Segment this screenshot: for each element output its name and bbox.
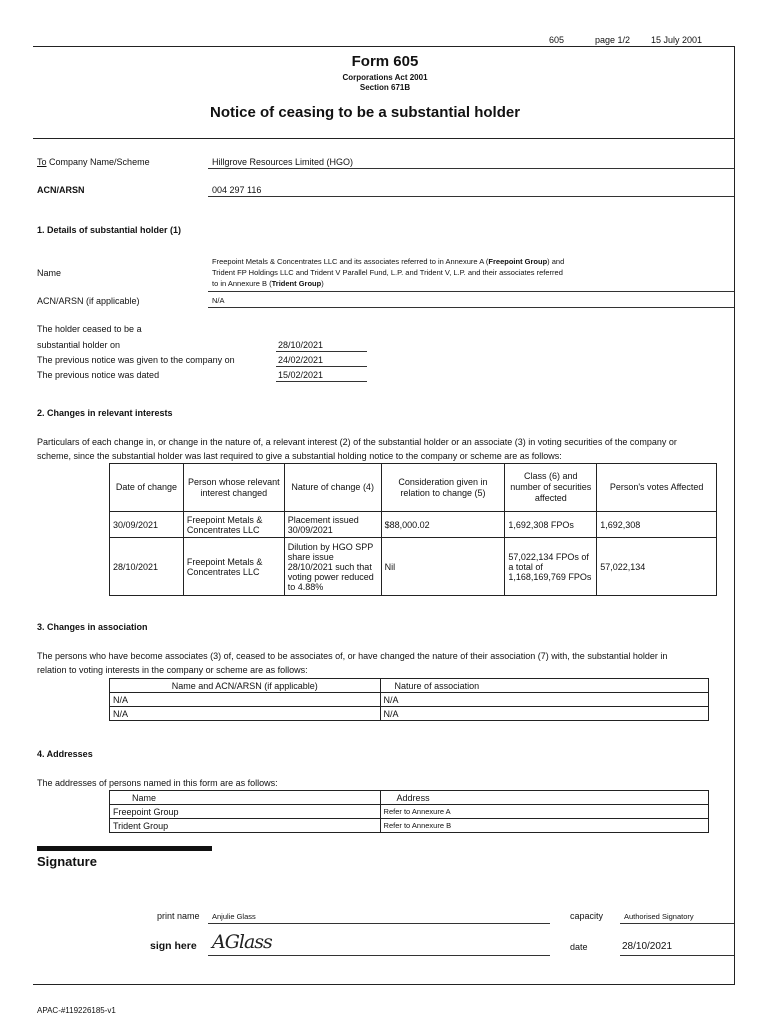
capacity-value: Authorised Signatory bbox=[624, 912, 694, 921]
signature-date: 28/10/2021 bbox=[622, 941, 673, 952]
to-prefix: To bbox=[37, 157, 47, 167]
handwritten-signature: AGlass bbox=[212, 931, 272, 953]
cell-consideration: Nil bbox=[381, 538, 505, 596]
right-border bbox=[734, 46, 735, 984]
title-rule bbox=[33, 138, 734, 139]
form-number: 605 bbox=[549, 35, 565, 45]
section1-heading: 1. Details of substantial holder (1) bbox=[37, 225, 182, 235]
trident-group-term: Trident Group bbox=[271, 279, 322, 288]
holder-name-line3-end: ) bbox=[321, 279, 324, 288]
table-row bbox=[110, 538, 717, 596]
cell-class: 57,022,134 FPOs of a total of 1,168,169,769 FPOs bbox=[505, 538, 597, 596]
print-name-value: Anjulie Glass bbox=[212, 912, 256, 921]
cell-date: 28/10/2021 bbox=[110, 538, 184, 596]
acn-underline bbox=[208, 196, 734, 197]
section2-intro-line1: Particulars of each change in, or change in the nature of, a relevant interest (2) of the substantial holder or an associate (3) in voting securities of the company or bbox=[37, 437, 677, 447]
table-row bbox=[110, 693, 709, 707]
col-person: Person whose relevant interest changed bbox=[183, 464, 284, 512]
section3-heading: 3. Changes in association bbox=[37, 622, 148, 632]
company-name-label: Company Name/Scheme bbox=[49, 157, 150, 167]
acn-label: ACN/ARSN bbox=[37, 185, 85, 195]
bottom-rule bbox=[33, 984, 735, 985]
cell-name: N/A bbox=[110, 693, 381, 707]
acn-value: 004 297 116 bbox=[212, 185, 262, 195]
prev-dated-date: 15/02/2021 bbox=[278, 370, 324, 380]
form-title: Form 605 bbox=[351, 53, 419, 70]
prev-given-underline bbox=[276, 366, 367, 367]
ceased-label-line1: The holder ceased to be a bbox=[37, 324, 142, 334]
col-date: Date of change bbox=[110, 464, 184, 512]
name-label: Name bbox=[37, 268, 62, 278]
acn-applicable-underline bbox=[208, 307, 734, 308]
sign-here-label: sign here bbox=[150, 940, 197, 952]
ceased-label-line2: substantial holder on bbox=[37, 340, 121, 350]
name-underline bbox=[208, 291, 734, 292]
col-nature-association: Nature of association bbox=[380, 679, 708, 693]
section2-heading: 2. Changes in relevant interests bbox=[37, 408, 173, 418]
cell-votes: 57,022,134 bbox=[597, 538, 717, 596]
act-line: Corporations Act 2001 bbox=[342, 73, 428, 82]
cell-date: 30/09/2021 bbox=[110, 512, 184, 538]
changes-table bbox=[109, 463, 717, 596]
signature-heading: Signature bbox=[37, 854, 97, 869]
table-row bbox=[110, 805, 709, 819]
cell-person: Freepoint Metals & Concentrates LLC bbox=[183, 538, 284, 596]
date-underline bbox=[620, 955, 734, 956]
holder-name-text: Freepoint Metals & Concentrates LLC and its associates referred to in Annexure A ( bbox=[212, 257, 489, 266]
ceased-date-underline bbox=[276, 351, 367, 352]
table-row bbox=[110, 819, 709, 833]
prev-dated-label: The previous notice was dated bbox=[37, 370, 160, 380]
cell-consideration: $88,000.02 bbox=[381, 512, 505, 538]
table-row bbox=[110, 512, 717, 538]
cell-association: N/A bbox=[380, 707, 708, 721]
ceased-date: 28/10/2021 bbox=[278, 340, 324, 350]
holder-name-text-end: ) and bbox=[547, 257, 565, 266]
capacity-label: capacity bbox=[570, 911, 604, 921]
page-number: page 1/2 bbox=[595, 35, 631, 45]
header-date: 15 July 2001 bbox=[651, 35, 703, 45]
header-rule bbox=[33, 46, 734, 47]
cell-nature: Dilution by HGO SPP share issue 28/10/2021 such that voting power reduced to 4.88% bbox=[284, 538, 381, 596]
section3-intro-line1: The persons who have become associates (3) of, ceased to be associates of, or have changed the nature of their association (7) with, the substantial holder in bbox=[37, 651, 668, 661]
print-name-underline bbox=[208, 923, 550, 924]
document-id: APAC-#119226185-v1 bbox=[37, 1006, 116, 1015]
freepoint-group-term: Freepoint Group bbox=[488, 257, 548, 266]
col-name-acn: Name and ACN/ARSN (if applicable) bbox=[110, 679, 381, 693]
signature-underline bbox=[208, 955, 550, 956]
table-row bbox=[110, 707, 709, 721]
col-name: Name bbox=[110, 791, 381, 805]
col-address: Address bbox=[380, 791, 708, 805]
company-name-underline bbox=[208, 168, 734, 169]
notice-title: Notice of ceasing to be a substantial holder bbox=[210, 104, 521, 121]
cell-person: Freepoint Metals & Concentrates LLC bbox=[183, 512, 284, 538]
section4-heading: 4. Addresses bbox=[37, 749, 93, 759]
prev-given-date: 24/02/2021 bbox=[278, 355, 324, 365]
date-label: date bbox=[570, 942, 588, 952]
prev-given-label: The previous notice was given to the company on bbox=[37, 355, 235, 365]
section-line: Section 671B bbox=[359, 83, 411, 92]
cell-votes: 1,692,308 bbox=[597, 512, 717, 538]
col-votes: Person's votes Affected bbox=[597, 464, 717, 512]
association-table bbox=[109, 678, 709, 721]
prev-dated-underline bbox=[276, 381, 367, 382]
cell-address: Refer to Annexure A bbox=[380, 805, 708, 819]
holder-name-line3-text: to in Annexure B ( bbox=[212, 279, 272, 288]
cell-nature: Placement issued 30/09/2021 bbox=[284, 512, 381, 538]
cell-association: N/A bbox=[380, 693, 708, 707]
section4-intro: The addresses of persons named in this form are as follows: bbox=[37, 778, 278, 788]
acn-applicable-value: N/A bbox=[212, 296, 225, 305]
holder-name-line1 bbox=[212, 257, 564, 266]
cell-class: 1,692,308 FPOs bbox=[505, 512, 597, 538]
acn-applicable-label: ACN/ARSN (if applicable) bbox=[37, 296, 140, 306]
cell-name: Trident Group bbox=[110, 819, 381, 833]
col-nature: Nature of change (4) bbox=[284, 464, 381, 512]
cell-name: Freepoint Group bbox=[110, 805, 381, 819]
company-name-value: Hillgrove Resources Limited (HGO) bbox=[212, 157, 354, 167]
cell-address: Refer to Annexure B bbox=[380, 819, 708, 833]
addresses-table bbox=[109, 790, 709, 833]
section3-intro-line2: relation to voting interests in the company or scheme are as follows: bbox=[37, 665, 308, 675]
col-class: Class (6) and number of securities affected bbox=[505, 464, 597, 512]
to-label bbox=[37, 157, 150, 167]
col-consideration: Consideration given in relation to change (5) bbox=[381, 464, 505, 512]
holder-name-line2: Trident FP Holdings LLC and Trident V Parallel Fund, L.P. and Trident V, L.P. and their associates referred bbox=[212, 268, 563, 277]
cell-name: N/A bbox=[110, 707, 381, 721]
holder-name-line3 bbox=[212, 279, 324, 288]
capacity-underline bbox=[620, 923, 734, 924]
section2-intro-line2: scheme, since the substantial holder was last required to give a substantial holding notice to the company or scheme are as follows: bbox=[37, 451, 562, 461]
signature-bar bbox=[37, 846, 212, 851]
print-name-label: print name bbox=[157, 911, 200, 921]
